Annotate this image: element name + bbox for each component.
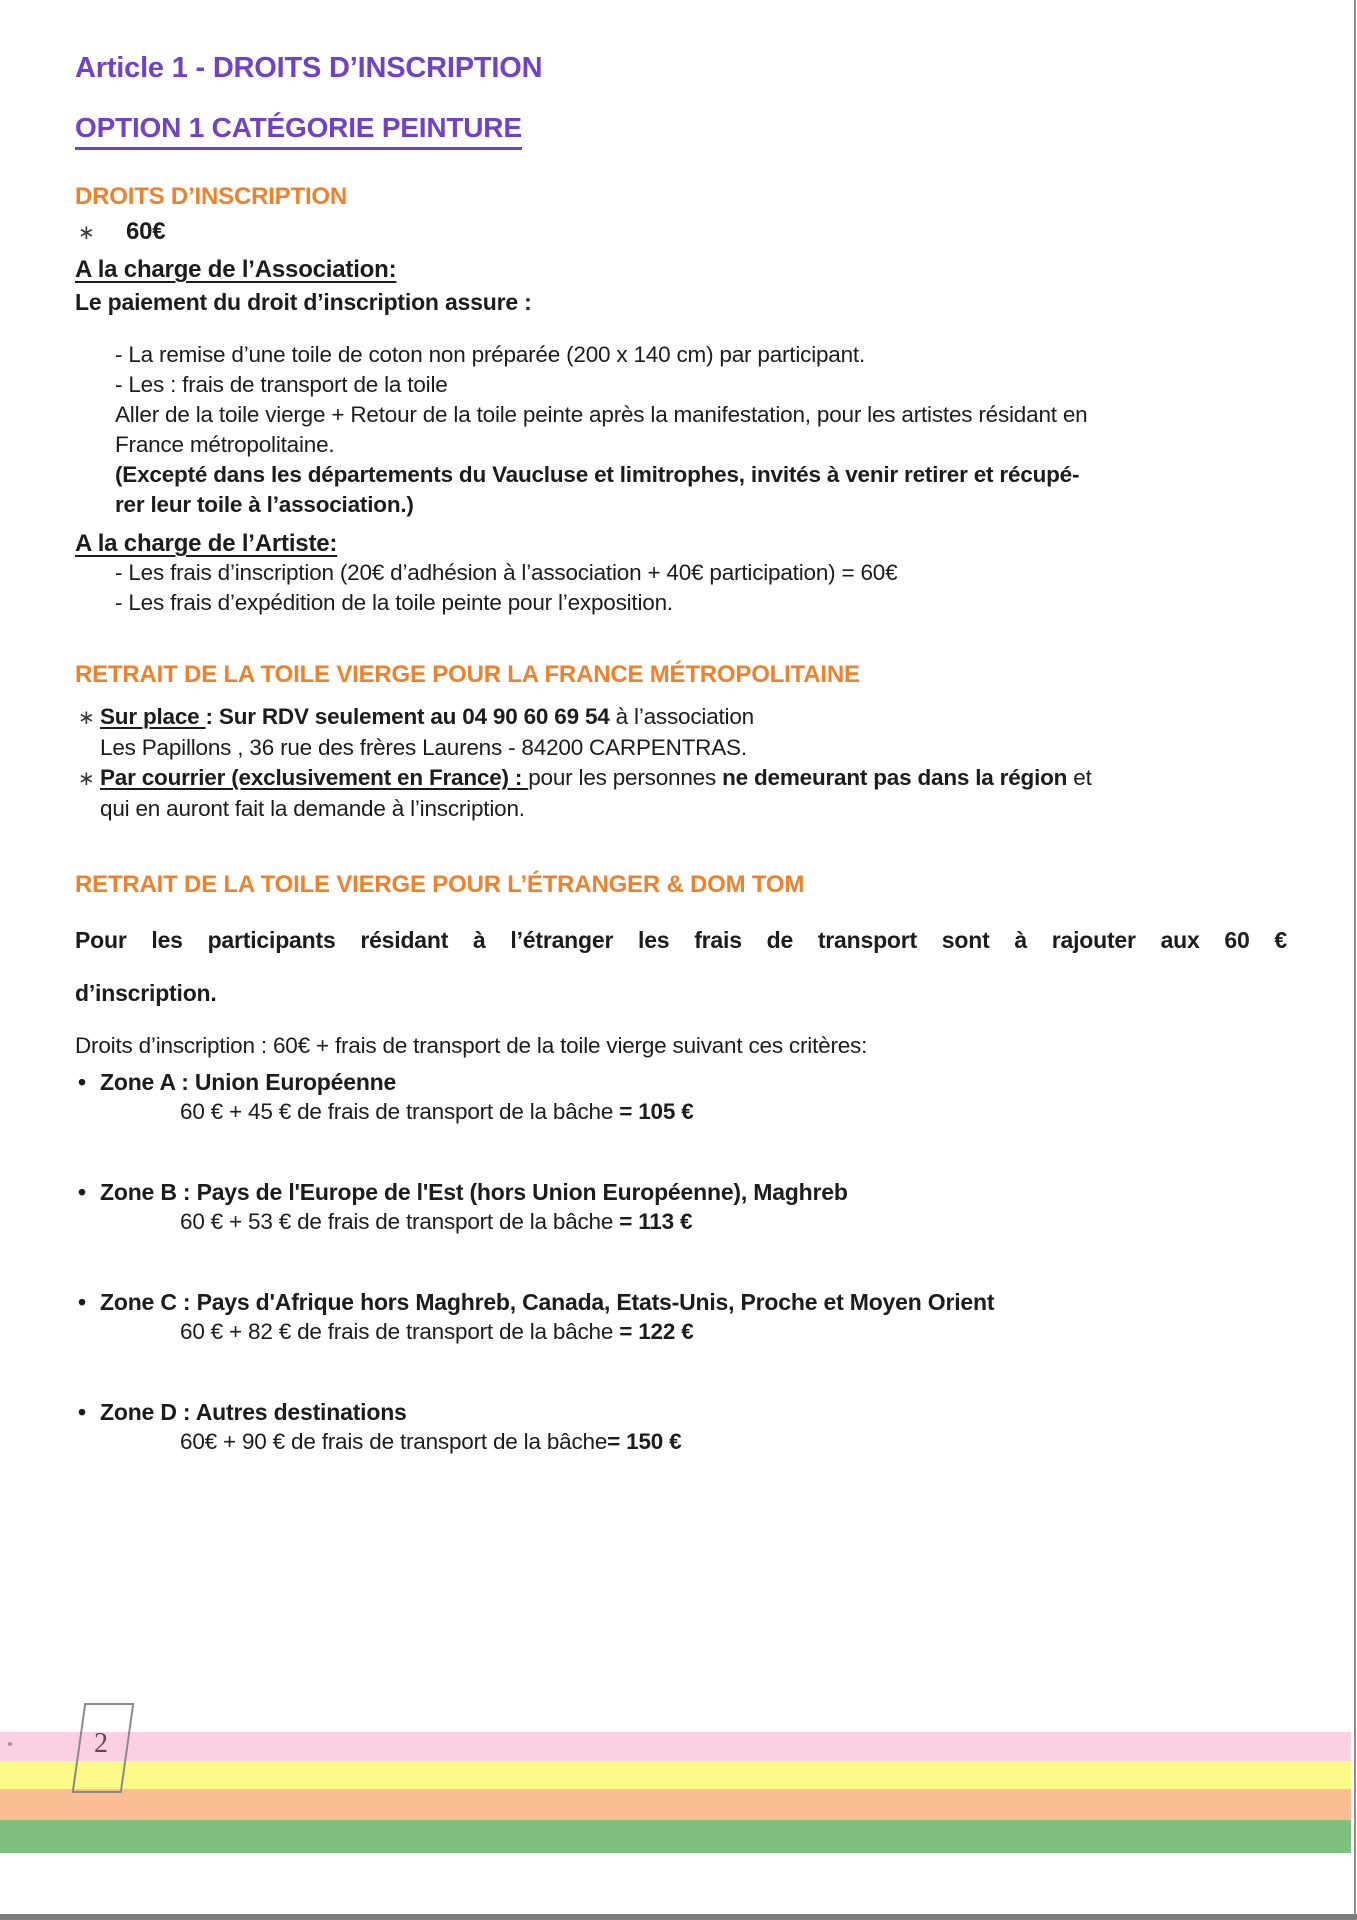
bullet-dot-icon: • <box>78 1289 86 1315</box>
except-line-1: (Excepté dans les départements du Vaucluse et limitrophes, invités à venir retirer et récupé- <box>115 462 1080 487</box>
bullet-dot-icon: • <box>78 1179 86 1205</box>
page-bottom-edge <box>0 1914 1357 1920</box>
courrier-line <box>75 763 1287 794</box>
footer-stripe-yellow <box>0 1761 1351 1789</box>
stray-dot <box>8 1742 12 1746</box>
zone-a-block <box>75 1067 1287 1127</box>
retrait-etranger-heading: RETRAIT DE LA TOILE VIERGE POUR L’ÉTRANGER & DOM TOM <box>75 871 805 898</box>
courrier-end: et <box>1067 765 1092 790</box>
zone-c-total: = 122 € <box>619 1319 694 1344</box>
zone-a-title-line <box>75 1067 1287 1097</box>
zone-c-title-line <box>75 1287 1287 1317</box>
courrier-bold: ne demeurant pas dans la région <box>722 765 1068 790</box>
courrier-mid: pour les personnes <box>528 765 723 790</box>
zone-b-title-line <box>75 1177 1287 1207</box>
artiste-heading: A la charge de l’Artiste: <box>75 530 338 557</box>
option-title-text: OPTION 1 CATÉGORIE PEINTURE <box>75 112 522 150</box>
surplace-line <box>75 702 1287 733</box>
footer-stripe-orange <box>0 1789 1351 1820</box>
surplace-bold: : Sur RDV seulement au 04 90 60 69 54 <box>205 704 616 729</box>
zone-d-detail: 60€ + 90 € de frais de transport de la bâche <box>180 1429 608 1454</box>
item-frais-cont-1: Aller de la toile vierge + Retour de la toile peinte après la manifestation, pour les artistes résidant en <box>115 402 1088 427</box>
courrier-cont: qui en auront fait la demande à l’inscription. <box>100 796 525 821</box>
association-heading: A la charge de l’Association: <box>75 256 397 283</box>
bullet-asterisk-icon: ∗ <box>78 222 95 244</box>
fee-line <box>75 218 1287 246</box>
page-right-edge <box>1354 0 1356 1914</box>
zone-a-detail: 60 € + 45 € de frais de transport de la bâche <box>180 1099 620 1124</box>
surplace-rest: à l’association <box>615 704 754 729</box>
zone-b-block <box>75 1177 1287 1237</box>
zone-d-value <box>180 1427 1287 1457</box>
option-title <box>75 112 1287 150</box>
zone-c-value <box>180 1317 1287 1347</box>
courrier-text <box>100 763 1287 793</box>
bullet-dot-icon: • <box>78 1399 86 1425</box>
zone-d-block <box>75 1397 1287 1457</box>
footer-stripe-pink <box>0 1732 1351 1761</box>
artiste-item-1: - Les frais d’inscription (20€ d’adhésion à l’association + 40€ participation) = 60€ <box>115 560 898 585</box>
zone-b-detail: 60 € + 53 € de frais de transport de la bâche <box>180 1209 620 1234</box>
address-line: Les Papillons , 36 rue des frères Laurens - 84200 CARPENTRAS. <box>100 735 747 760</box>
zone-b-value <box>180 1207 1287 1237</box>
article-title: Article 1 - DROITS D’INSCRIPTION <box>75 52 543 84</box>
page-number: 2 <box>94 1728 108 1759</box>
surplace-label: Sur place <box>100 704 206 729</box>
zone-a-total: = 105 € <box>619 1099 694 1124</box>
item-remise: - La remise d’une toile de coton non préparée (200 x 140 cm) par participant. <box>115 342 866 367</box>
bullet-asterisk-icon: ∗ <box>78 768 95 790</box>
association-intro: Le paiement du droit d’inscription assure : <box>75 289 532 315</box>
zone-b-total: = 113 € <box>619 1209 693 1234</box>
fee-amount: 60€ <box>126 218 166 245</box>
artiste-item-2: - Les frais d’expédition de la toile peinte pour l’exposition. <box>115 590 673 615</box>
bullet-dot-icon: • <box>78 1069 86 1095</box>
item-frais: - Les : frais de transport de la toile <box>115 372 448 397</box>
retrait-france-heading: RETRAIT DE LA TOILE VIERGE POUR LA FRANCE MÉTROPOLITAINE <box>75 661 860 688</box>
bullet-asterisk-icon: ∗ <box>78 707 95 729</box>
footer-stripe-green <box>0 1820 1351 1853</box>
etranger-intro-2: d’inscription. <box>75 980 217 1006</box>
zone-a-title: Zone A : Union Européenne <box>100 1069 397 1095</box>
item-frais-cont-2: France métropolitaine. <box>115 432 335 457</box>
etranger-intro-1: Pour les participants résidant à l’étranger les frais de transport sont à rajouter aux 60 € <box>75 927 1287 953</box>
zone-c-block <box>75 1287 1287 1347</box>
zone-b-title: Zone B : Pays de l'Europe de l'Est (hors Union Européenne), Maghreb <box>100 1179 848 1205</box>
zones-list <box>75 1067 1287 1457</box>
criteria-line: Droits d’inscription : 60€ + frais de transport de la toile vierge suivant ces critères: <box>75 1033 868 1058</box>
courrier-label: Par courrier (exclusivement en France) : <box>100 765 529 790</box>
surplace-text <box>100 702 1287 732</box>
except-line-2: rer leur toile à l’association.) <box>115 492 414 517</box>
page-content <box>75 0 1287 1457</box>
zone-d-title: Zone D : Autres destinations <box>100 1399 407 1425</box>
zone-d-title-line <box>75 1397 1287 1427</box>
zone-c-title: Zone C : Pays d'Afrique hors Maghreb, Canada, Etats-Unis, Proche et Moyen Orient <box>100 1289 995 1315</box>
zone-a-value <box>180 1097 1287 1127</box>
zone-c-detail: 60 € + 82 € de frais de transport de la bâche <box>180 1319 620 1344</box>
droits-heading: DROITS D’INSCRIPTION <box>75 183 348 210</box>
zone-d-total: = 150 € <box>607 1429 682 1454</box>
